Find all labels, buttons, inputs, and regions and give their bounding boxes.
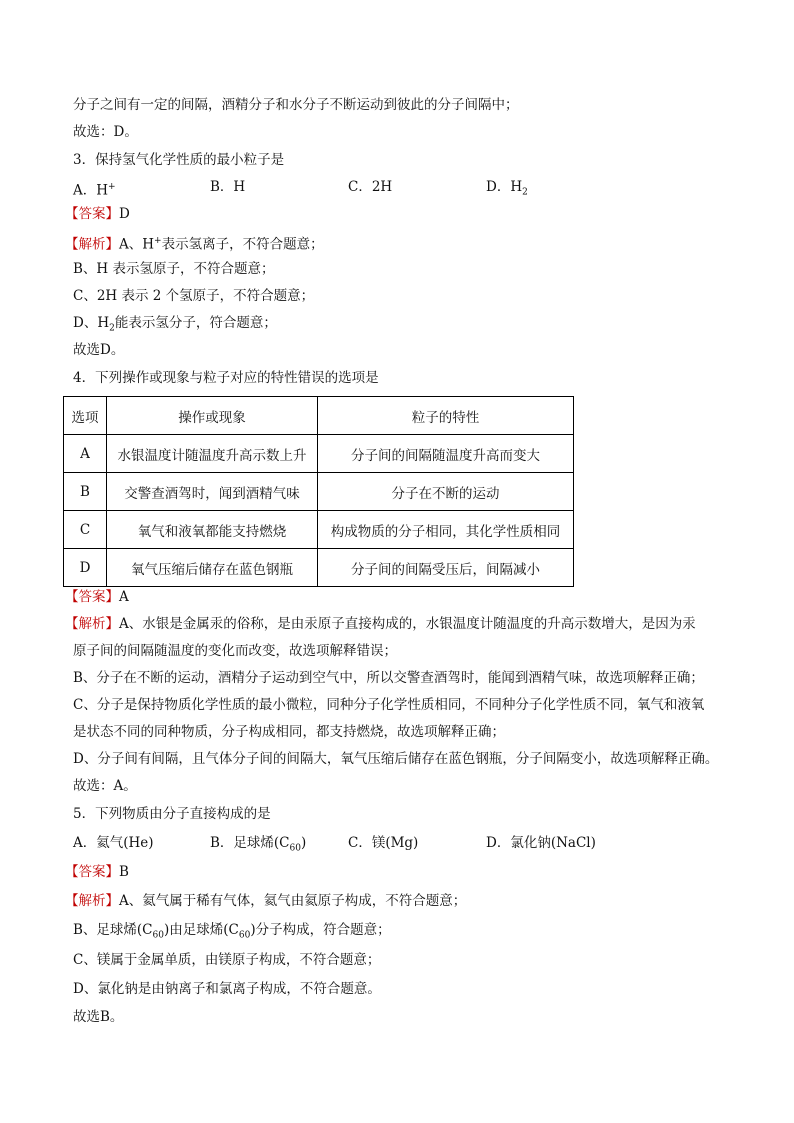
text-line: 分子之间有一定的间隔，酒精分子和水分子不断运动到彼此的分子间隔中；	[73, 97, 519, 113]
table-cell: 水银温度计随温度升高示数上升	[107, 435, 318, 473]
text-line: 故选：D。	[73, 124, 138, 140]
option-d: D．氯化钠(NaCl)	[486, 835, 596, 851]
analysis-line: 【解析】A、水银是金属汞的俗称，是由汞原子直接构成的，水银温度计随温度的升高示数增大，是因为汞	[65, 616, 696, 632]
table-cell: B	[64, 473, 107, 511]
analysis-tag: 【解析】	[65, 616, 119, 632]
question-4-stem: 4．下列操作或现象与粒子对应的特性错误的选项是	[73, 370, 379, 386]
option-b: B．足球烯$(C_{60})$	[210, 835, 307, 854]
option-b: B．H	[210, 179, 246, 195]
analysis-line: C、分子是保持物质化学性质的最小微粒，同种分子化学性质相同，不同种分子化学性质不同，氧气和液氧	[73, 697, 705, 713]
answer-value: A	[119, 589, 129, 605]
analysis-line: 原子间的间隔随温度的变化而改变，故选项解释错误；	[73, 643, 397, 659]
table-cell: D	[64, 549, 107, 587]
answer-value: D	[119, 206, 130, 222]
table-header: 粒子的特性	[318, 397, 574, 435]
analysis-tag: 【解析】	[65, 236, 119, 253]
answer-line	[65, 204, 130, 224]
analysis-tag: 【解析】	[65, 893, 119, 909]
table-row	[64, 435, 574, 473]
conclusion-line: 故选B。	[73, 1009, 124, 1025]
table-row	[64, 549, 574, 587]
answer-tag: 【答案】	[65, 589, 119, 605]
options-table	[63, 396, 574, 587]
table-cell: 氧气和液氧都能支持燃烧	[107, 511, 318, 549]
analysis-line: D、氯化钠是由钠离子和氯离子构成，不符合题意。	[73, 981, 381, 997]
table-cell: 构成物质的分子相同，其化学性质相同	[318, 511, 574, 549]
table-cell: C	[64, 511, 107, 549]
conclusion-line: 故选D。	[73, 342, 125, 358]
table-row	[64, 473, 574, 511]
table-cell: 交警查酒驾时，闻到酒精气味	[107, 473, 318, 511]
analysis-line: B、分子在不断的运动，酒精分子运动到空气中，所以交警查酒驾时，能闻到酒精气味，故选项解释正确；	[73, 670, 704, 686]
answer-line	[65, 587, 129, 607]
table-row	[64, 511, 574, 549]
answer-line	[65, 862, 129, 882]
table-header-row	[64, 397, 574, 435]
analysis-line: B、足球烯$(C_{60})$由足球烯$(C_{60})$分子构成，符合题意；	[73, 922, 391, 941]
analysis-line: D、$H_2$能表示氢分子，符合题意；	[73, 315, 277, 334]
analysis-line: B、H 表示氢原子，不符合题意；	[73, 261, 275, 277]
option-c: C．镁(Mg)	[348, 835, 419, 851]
option-c: C．2H	[348, 179, 393, 195]
option-d: D．$H_2$	[486, 179, 528, 198]
table-cell: 氧气压缩后储存在蓝色钢瓶	[107, 549, 318, 587]
table-cell: 分子间的间隔受压后，间隔减小	[318, 549, 574, 587]
question-3-stem: 3．保持氢气化学性质的最小粒子是	[73, 152, 285, 168]
table-cell: 分子间的间隔随温度升高而变大	[318, 435, 574, 473]
table-cell: 分子在不断的运动	[318, 473, 574, 511]
analysis-line: 【解析】A、H+表示氢离子，不符合题意；	[65, 236, 324, 253]
option-a: A．氦气(He)	[73, 835, 154, 851]
question-5-stem: 5．下列物质由分子直接构成的是	[73, 806, 271, 822]
analysis-line: D、分子间有间隔，且气体分子间的间隔大，氧气压缩后储存在蓝色钢瓶，分子间隔变小，故选项解释正确。	[73, 751, 719, 767]
table-header: 选项	[64, 397, 107, 435]
analysis-line: 是状态不同的同种物质，分子构成相同，都支持燃烧，故选项解释正确；	[73, 724, 505, 740]
analysis-line: C、镁属于金属单质，由镁原子构成，不符合题意；	[73, 952, 381, 968]
answer-tag: 【答案】	[65, 206, 119, 222]
conclusion-line: 故选：A。	[73, 778, 137, 794]
option-a: A．H+	[73, 182, 116, 199]
answer-tag: 【答案】	[65, 864, 119, 880]
answer-value: B	[119, 864, 129, 880]
analysis-line: C、2H 表示 2 个氢原子，不符合题意；	[73, 288, 315, 304]
table-header: 操作或现象	[107, 397, 318, 435]
table-cell: A	[64, 435, 107, 473]
analysis-line: 【解析】A、氦气属于稀有气体，氦气由氦原子构成，不符合题意；	[65, 893, 467, 909]
